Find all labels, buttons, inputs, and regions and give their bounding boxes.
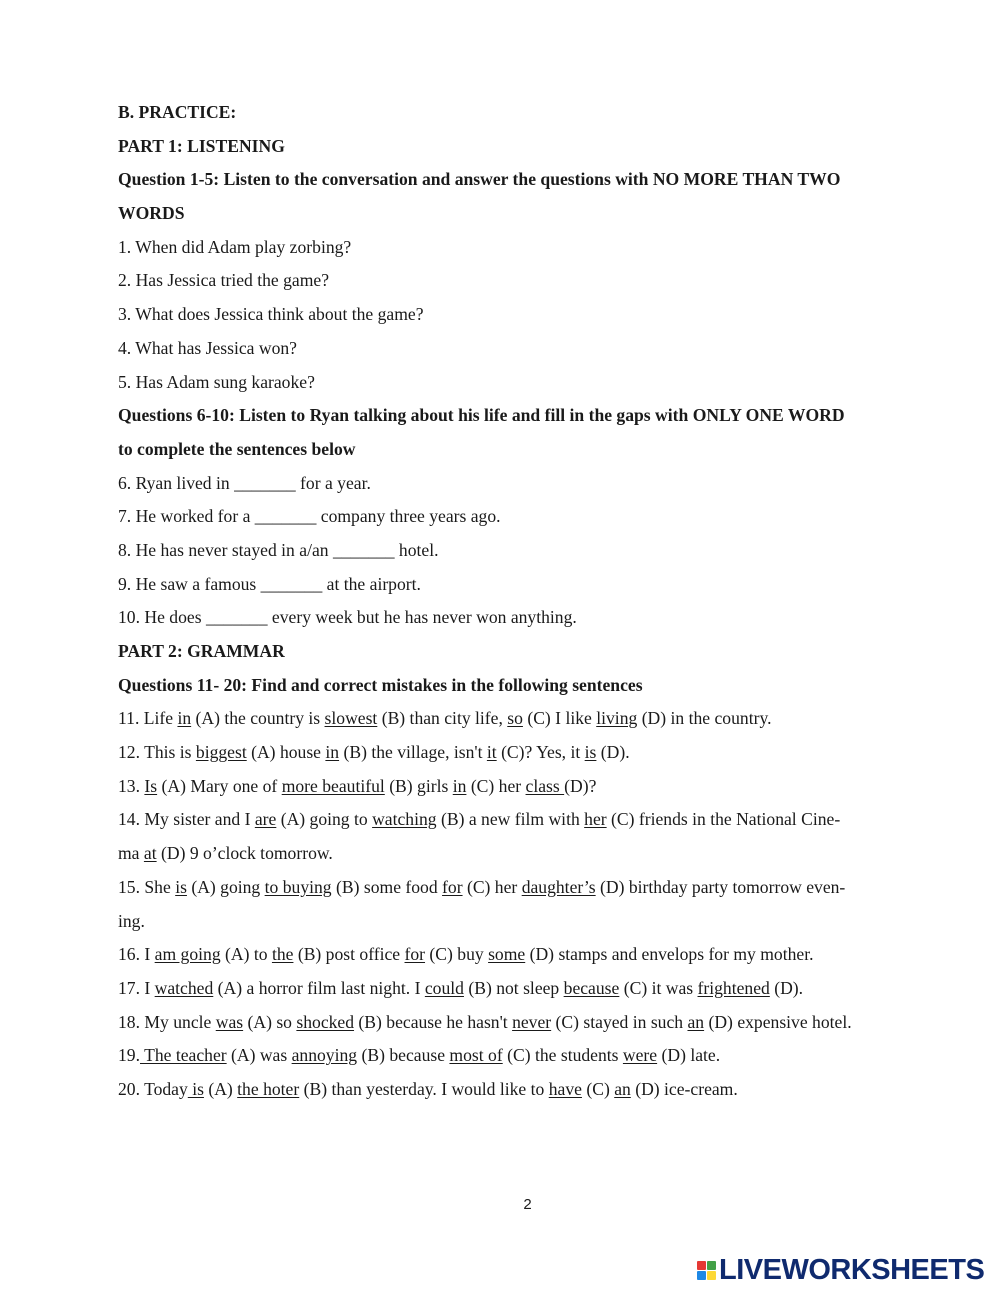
- underlined-option-c: so: [507, 708, 523, 729]
- logo-text: LIVEWORKSHEETS: [719, 1253, 985, 1286]
- underlined-option-c: it: [486, 742, 497, 763]
- question-6: 6. Ryan lived in _______ for a year.: [118, 472, 371, 493]
- question-11: 11. Life in (A) the country is slowest (B) than city life, so (C) I like living (D) in the country.: [118, 708, 772, 729]
- underlined-option-b: the: [271, 944, 294, 965]
- question-10: 10. He does _______ every week but he has never won anything.: [118, 607, 577, 628]
- question-13: 13. Is (A) Mary one of more beautiful (B) girls in (C) her class (D)?: [118, 775, 597, 796]
- question-19: 19. The teacher (A) was annoying (B) because most of (C) the students were (D) late.: [118, 1045, 721, 1066]
- practice-heading: B. PRACTICE:: [118, 102, 237, 122]
- underlined-option-b: annoying: [291, 1045, 358, 1066]
- underlined-option-d: class: [525, 775, 565, 796]
- underlined-option-a: in: [177, 708, 192, 729]
- underlined-option-b: in: [325, 742, 340, 763]
- instruction-1-5-line1: Question 1-5: Listen to the conversation and answer the questions with NO MORE THAN TWO: [118, 169, 841, 190]
- logo-square-green: [707, 1261, 716, 1270]
- underlined-option-c: because: [563, 977, 620, 998]
- underlined-option-b: shocked: [296, 1011, 355, 1032]
- underlined-option-c: for: [442, 876, 463, 897]
- logo-square-red: [697, 1261, 706, 1270]
- question-4: 4. What has Jessica won?: [118, 337, 297, 358]
- instruction-6-10-line2: to complete the sentences below: [118, 438, 356, 459]
- underlined-option-a: is: [175, 876, 187, 897]
- liveworksheets-mark-icon: [697, 1261, 716, 1280]
- underlined-option-b: to buying: [264, 876, 332, 897]
- question-16: 16. I am going (A) to the (B) post office for (C) buy some (D) stamps and envelops for my mother.: [118, 944, 814, 965]
- question-17: 17. I watched (A) a horror film last night. I could (B) not sleep because (C) it was frightened (D).: [118, 977, 804, 998]
- question-15-line2: ing.: [118, 910, 145, 931]
- underlined-option-c: have: [548, 1078, 582, 1099]
- underlined-option-a: are: [254, 809, 277, 830]
- underlined-option-d: daughter’s: [521, 876, 596, 897]
- underlined-option-a: Is: [144, 775, 158, 796]
- underlined-option-d: an: [614, 1078, 631, 1099]
- page-number: 2: [523, 1196, 532, 1213]
- liveworksheets-logo: [697, 1253, 984, 1287]
- question-9: 9. He saw a famous _______ at the airport.: [118, 573, 421, 594]
- underlined-option-a: am going: [154, 944, 221, 965]
- instruction-1-5-line2: WORDS: [118, 203, 185, 224]
- question-20: 20. Today is (A) the hoter (B) than yesterday. I would like to have (C) an (D) ice-cream.: [118, 1078, 738, 1099]
- question-14-line2: ma at (D) 9 o’clock tomorrow.: [118, 843, 333, 864]
- instruction-6-10-line1: Questions 6-10: Listen to Ryan talking about his life and fill in the gaps with ONLY ONE WORD: [118, 405, 845, 426]
- underlined-option-c: her: [584, 809, 607, 830]
- underlined-option-a: The teacher: [140, 1045, 227, 1066]
- worksheet-page: [118, 96, 938, 1107]
- part1-title: PART 1: LISTENING: [118, 135, 285, 156]
- underlined-option-c: most of: [449, 1045, 503, 1066]
- underlined-option-d: at: [143, 843, 157, 864]
- underlined-option-a: biggest: [195, 742, 247, 763]
- logo-square-blue: [697, 1271, 706, 1280]
- underlined-option-b: could: [424, 977, 464, 998]
- underlined-option-b: the hoter: [237, 1078, 300, 1099]
- underlined-option-d: some: [488, 944, 526, 965]
- underlined-option-d: is: [584, 742, 597, 763]
- question-14-line1: 14. My sister and I are (A) going to watching (B) a new film with her (C) friends in the National Cine-: [118, 809, 841, 830]
- underlined-option-c: in: [452, 775, 467, 796]
- underlined-option-b: watching: [372, 809, 437, 830]
- question-2: 2. Has Jessica tried the game?: [118, 270, 330, 291]
- logo-square-yellow: [707, 1271, 716, 1280]
- underlined-option-d: were: [622, 1045, 658, 1066]
- question-1: 1. When did Adam play zorbing?: [118, 236, 352, 257]
- question-7: 7. He worked for a _______ company three years ago.: [118, 506, 501, 527]
- underlined-option-a: watched: [154, 977, 214, 998]
- question-8: 8. He has never stayed in a/an _______ hotel.: [118, 539, 439, 560]
- underlined-option-d: living: [596, 708, 638, 729]
- instruction-11-20: Questions 11- 20: Find and correct mistakes in the following sentences: [118, 674, 643, 695]
- question-15-line1: 15. She is (A) going to buying (B) some food for (C) her daughter’s (D) birthday party tomorrow even-: [118, 876, 846, 897]
- underlined-option-a: is: [187, 1078, 204, 1099]
- underlined-option-d: an: [687, 1011, 705, 1032]
- underlined-option-c: never: [512, 1011, 552, 1032]
- underlined-option-c: for: [404, 944, 426, 965]
- underlined-option-a: was: [215, 1011, 244, 1032]
- underlined-option-d: frightened: [697, 977, 770, 998]
- question-12: 12. This is biggest (A) house in (B) the village, isn't it (C)? Yes, it is (D).: [118, 742, 630, 763]
- underlined-option-b: slowest: [324, 708, 378, 729]
- question-18: 18. My uncle was (A) so shocked (B) because he hasn't never (C) stayed in such an (D) expensive hotel.: [118, 1011, 852, 1032]
- question-5: 5. Has Adam sung karaoke?: [118, 371, 315, 392]
- part2-title: PART 2: GRAMMAR: [118, 641, 285, 661]
- underlined-option-b: more beautiful: [281, 775, 385, 796]
- question-3: 3. What does Jessica think about the game?: [118, 304, 424, 325]
